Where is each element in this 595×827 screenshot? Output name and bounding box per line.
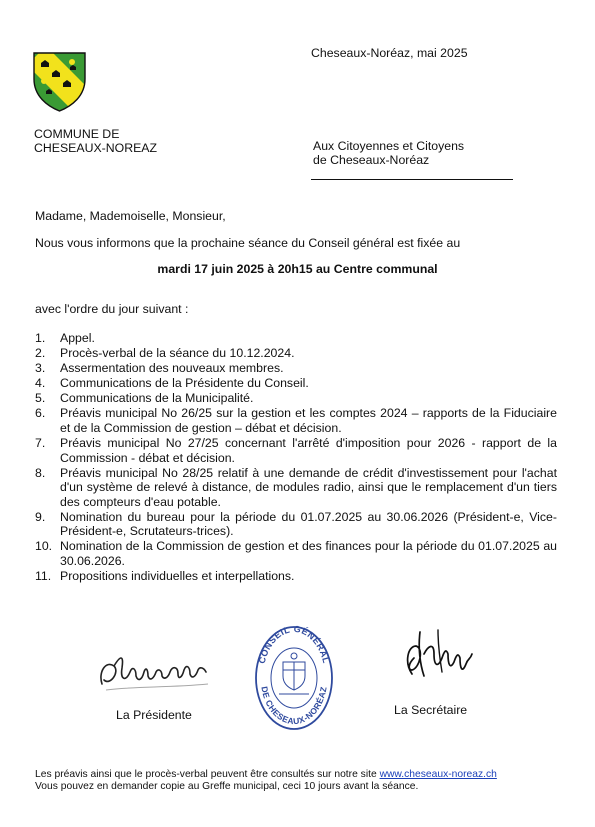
- agenda-item-text: Appel.: [60, 331, 95, 345]
- recipient-line-2: de Cheseaux-Noréaz: [313, 153, 430, 167]
- agenda-item: [35, 361, 557, 376]
- agenda-item: [35, 510, 557, 539]
- commune-line-1: COMMUNE DE: [34, 127, 120, 141]
- agenda-item-text: Préavis municipal No 26/25 sur la gestion et les comptes 2024 – rapports de la Fiduciaire et de la Commission de gestion – débat et décision.: [60, 406, 557, 435]
- agenda-item-number: 1.: [35, 331, 46, 345]
- agenda-item-text: Communications de la Présidente du Conseil.: [60, 376, 309, 391]
- svg-text:DE CHESEAUX-NORÉAZ: [259, 686, 328, 727]
- agenda-item-text: Communications de la Municipalité.: [60, 391, 254, 406]
- agenda-item: [35, 539, 557, 568]
- stamp-emblem-icon: [279, 653, 309, 694]
- agenda-item-number: 4.: [35, 376, 46, 391]
- place-date: Cheseaux-Noréaz, mai 2025: [311, 46, 468, 60]
- agenda-item-text: Nomination de la Commission de gestion et des finances pour la période du 01.07.2025 au 30.06.2026.: [60, 539, 557, 568]
- agenda-item-text: Propositions individuelles et interpellations.: [60, 568, 295, 583]
- agenda-item: [35, 331, 557, 346]
- president-signature: [96, 646, 216, 701]
- secretary-signature: [398, 624, 478, 689]
- recipient-block: [313, 139, 464, 167]
- agenda-intro: avec l'ordre du jour suivant :: [35, 302, 189, 316]
- meeting-date-highlight: mardi 17 juin 2025 à 20h15 au Centre communal: [157, 262, 438, 276]
- agenda-item-text: Procès-verbal de la séance du 10.12.2024.: [60, 346, 295, 361]
- agenda-item-text: Préavis municipal No 27/25 concernant l'arrêté d'imposition pour 2026 - rapport de la Commission - débat et décision.: [60, 436, 557, 465]
- agenda-list: [35, 331, 557, 584]
- agenda-item: [35, 466, 557, 510]
- agenda-item-number: 8.: [35, 465, 46, 480]
- agenda-item-number: 9.: [35, 509, 46, 524]
- agenda-item-number: 3.: [35, 361, 46, 376]
- agenda-item-number: 2.: [35, 346, 46, 361]
- footer-note: [35, 769, 565, 793]
- footer-line-1-text: Les préavis ainsi que le procès-verbal peuvent être consultés sur notre site: [35, 769, 380, 780]
- agenda-item: [35, 376, 557, 391]
- president-label: La Présidente: [116, 708, 192, 722]
- intro-text: Nous vous informons que la prochaine séance du Conseil général est fixée au: [35, 236, 461, 250]
- agenda-item: [35, 406, 557, 435]
- salutation: Madame, Mademoiselle, Monsieur,: [35, 209, 226, 223]
- recipient-divider: [311, 179, 513, 180]
- agenda-item-number: 11.: [35, 568, 52, 583]
- agenda-item-text: Assermentation des nouveaux membres.: [60, 361, 284, 376]
- agenda-item-number: 5.: [35, 391, 46, 406]
- stamp-top-text: CONSEIL GÉNÉRAL: [256, 623, 332, 665]
- commune-line-2: CHESEAUX-NOREAZ: [34, 141, 157, 155]
- agenda-item: [35, 569, 557, 584]
- stamp-bottom-text: DE CHESEAUX-NORÉAZ: [259, 685, 329, 727]
- secretary-label: La Secrétaire: [394, 703, 468, 717]
- recipient-line-1: Aux Citoyennes et Citoyens: [313, 139, 465, 153]
- council-stamp: [253, 622, 335, 735]
- commune-crest-icon: [32, 51, 87, 118]
- agenda-item-text: Nomination du bureau pour la période du 01.07.2025 au 30.06.2026 (Président-e, Vice-Président-e, Scrutateurs-trices).: [60, 509, 557, 539]
- agenda-item-text: Préavis municipal No 28/25 relatif à une demande de crédit d'investissement pour l'achat d'un système de relevé à distance, de modules radio, ainsi que le remplacement d'un tiers des compteurs d'eau potable.: [60, 465, 557, 509]
- commune-name: [34, 127, 157, 155]
- agenda-item: [35, 436, 557, 465]
- footer-line-1: [35, 769, 565, 781]
- agenda-item-number: 10.: [35, 539, 53, 554]
- footer-line-2: Vous pouvez en demander copie au Greffe municipal, ceci 10 jours avant la séance.: [35, 781, 419, 792]
- website-link[interactable]: www.cheseaux-noreaz.ch: [379, 769, 497, 780]
- agenda-item-number: 7.: [35, 436, 46, 451]
- agenda-item: [35, 346, 557, 361]
- svg-text:CONSEIL GÉNÉRAL: [257, 624, 332, 665]
- agenda-item-number: 6.: [35, 406, 46, 421]
- agenda-item: [35, 391, 557, 406]
